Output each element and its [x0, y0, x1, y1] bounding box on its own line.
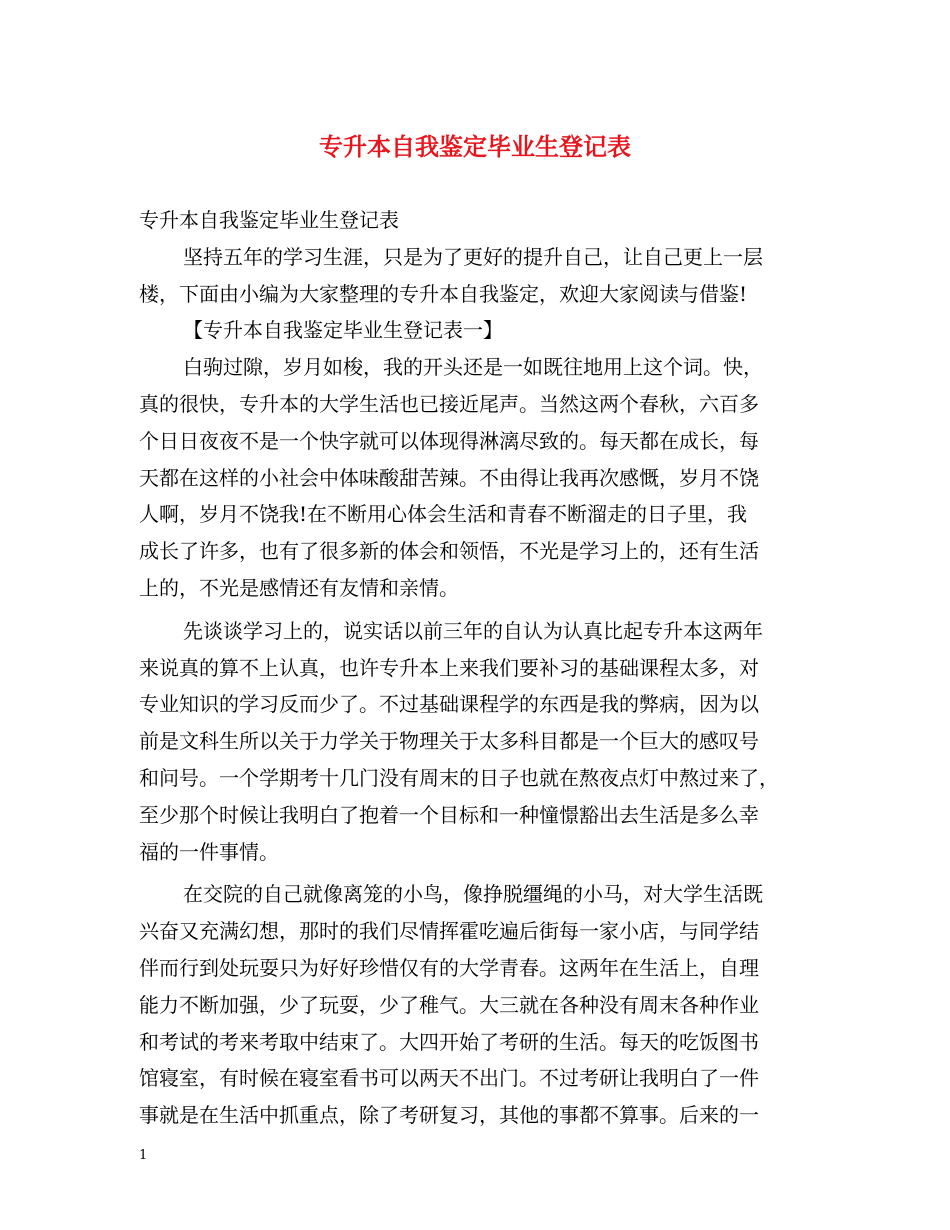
page-number: 1 — [139, 1148, 148, 1163]
paragraph-line: 坚持五年的学习生涯，只是为了更好的提升自己，让自己更上一层 — [183, 244, 763, 269]
paragraph — [139, 876, 824, 1134]
paragraph-line: 兴奋又充满幻想，那时的我们尽情挥霍吃遍后街每一家小店，与同学结 — [139, 919, 759, 944]
paragraph-line: 成长了许多，也有了很多新的体会和领悟，不光是学习上的，还有生活 — [139, 539, 759, 564]
paragraph-line: 天都在这样的小社会中体味酸甜苦辣。不由得让我再次感慨，岁月不饶 — [139, 465, 759, 490]
paragraph-line: 伴而行到处玩耍只为好好珍惜仅有的大学青春。这两年在生活上，自理 — [139, 955, 759, 980]
paragraph-line: 个日日夜夜不是一个快字就可以体现得淋漓尽致的。每天都在成长，每 — [139, 428, 759, 453]
paragraph — [139, 312, 824, 349]
paragraph — [139, 613, 824, 871]
paragraph-line: 楼，下面由小编为大家整理的专升本自我鉴定，欢迎大家阅读与借鉴! — [139, 281, 748, 306]
paragraph-line: 福的一件事情。 — [139, 839, 279, 864]
paragraph-line: 和考试的考来考取中结束了。大四开始了考研的生活。每天的吃饭图书 — [139, 1029, 759, 1054]
paragraph-line: 前是文科生所以关于力学关于物理关于太多科目都是一个巨大的感叹号 — [139, 729, 759, 754]
paragraph-line: 专升本自我鉴定毕业生登记表 — [139, 208, 399, 232]
paragraph-line: 馆寝室，有时候在寝室看书可以两天不出门。不过考研让我明白了一件 — [139, 1066, 759, 1091]
paragraph-line: 先谈谈学习上的，说实话以前三年的自认为认真比起专升本这两年 — [183, 618, 763, 643]
paragraph-line: 能力不断加强，少了玩耍，少了稚气。大三就在各种没有周末各种作业 — [139, 992, 759, 1017]
paragraph-line: 在交院的自己就像离笼的小鸟，像挣脱缰绳的小马，对大学生活既 — [183, 882, 763, 907]
document-body — [139, 202, 824, 1134]
paragraph-line: 【专升本自我鉴定毕业生登记表一】 — [183, 318, 503, 343]
paragraph-line: 白驹过隙，岁月如梭，我的开头还是一如既往地用上这个词。快， — [183, 355, 763, 380]
paragraph-line: 上的，不光是感情还有友情和亲情。 — [139, 575, 459, 600]
paragraph-line: 真的很快，专升本的大学生活也已接近尾声。当然这两个春秋，六百多 — [139, 391, 759, 416]
paragraph — [139, 349, 824, 607]
document-title: 专升本自我鉴定毕业生登记表 — [319, 132, 631, 161]
paragraph-line: 事就是在生活中抓重点，除了考研复习，其他的事都不算事。后来的一 — [139, 1103, 759, 1128]
paragraph-line: 至少那个时候让我明白了抱着一个目标和一种憧憬豁出去生活是多么幸 — [139, 802, 759, 827]
paragraph-line: 人啊，岁月不饶我!在不断用心体会生活和青春不断溜走的日子里，我 — [139, 502, 748, 527]
paragraph-line: 专业知识的学习反而少了。不过基础课程学的东西是我的弊病，因为以 — [139, 692, 759, 717]
paragraph — [139, 239, 824, 313]
paragraph — [139, 202, 824, 239]
paragraph-line: 和问号。一个学期考十几门没有周末的日子也就在熬夜点灯中熬过来了， — [139, 765, 779, 790]
paragraph-line: 来说真的算不上认真，也许专升本上来我们要补习的基础课程太多，对 — [139, 655, 759, 680]
